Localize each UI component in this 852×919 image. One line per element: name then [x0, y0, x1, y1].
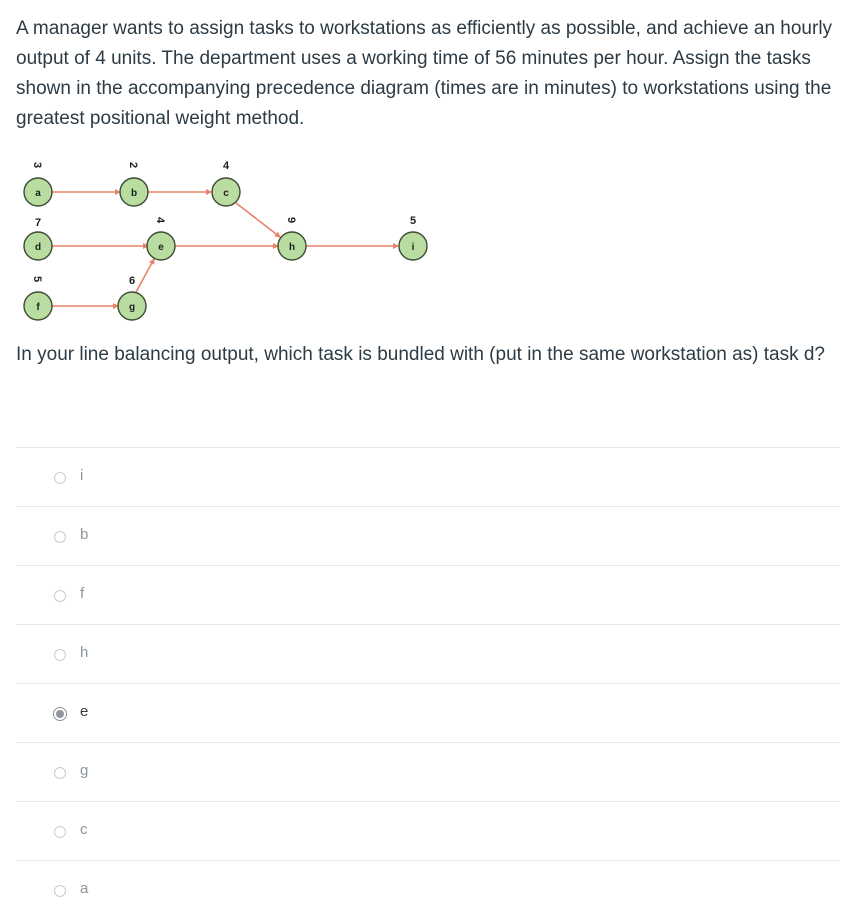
node-h-time: 9	[285, 216, 297, 224]
node-g-label: g	[128, 302, 136, 313]
node-b-time: 2	[127, 161, 139, 169]
node-e-time: 4	[154, 216, 166, 224]
edge-c-h	[236, 203, 280, 237]
answer-option[interactable]	[16, 801, 840, 860]
node-b-label: b	[130, 188, 138, 199]
answer-options	[16, 447, 840, 919]
answer-option[interactable]	[16, 447, 840, 506]
radio-button[interactable]	[54, 649, 66, 661]
question-prompt: In your line balancing output, which task is bundled with (put in the same workstation as) task d?	[16, 344, 825, 365]
node-f-label: f	[36, 302, 40, 313]
answer-label: a	[80, 880, 89, 897]
node-i-time: 5	[409, 215, 417, 227]
radio-button[interactable]	[54, 472, 66, 484]
radio-button[interactable]	[54, 590, 66, 602]
node-a-label: a	[35, 188, 41, 199]
node-g-time: 6	[128, 275, 136, 287]
radio-button[interactable]	[54, 767, 66, 779]
radio-button[interactable]	[53, 707, 67, 721]
answer-label: i	[80, 467, 84, 484]
node-d-time: 7	[34, 217, 42, 229]
node-a-time: 3	[31, 161, 43, 169]
precedence-diagram	[14, 155, 444, 330]
answer-option[interactable]	[16, 742, 840, 801]
answer-option[interactable]	[16, 506, 840, 565]
radio-button[interactable]	[54, 531, 66, 543]
answer-label: h	[80, 644, 89, 661]
node-c-time: 4	[222, 160, 230, 172]
answer-option[interactable]	[16, 860, 840, 919]
answer-label: f	[80, 585, 85, 602]
radio-button[interactable]	[54, 826, 66, 838]
answer-label: e	[80, 703, 89, 720]
node-c-label: c	[223, 188, 229, 199]
answer-label: g	[80, 762, 89, 779]
edge-g-e	[135, 259, 154, 294]
answer-label: b	[80, 526, 89, 543]
node-f-time: 5	[31, 275, 43, 283]
question-text: A manager wants to assign tasks to workstations as efficiently as possible, and achieve an hourly output of 4 units. The department uses a working time of 56 minutes per hour. Assign the tasks shown in the accompanying precedence diagram (times are in minutes) to workstations using the greatest positional weight method.	[16, 18, 833, 129]
node-i-label: i	[411, 242, 415, 253]
node-h-label: h	[288, 242, 296, 253]
node-e-label: e	[158, 242, 164, 253]
answer-label: c	[80, 821, 88, 838]
answer-option[interactable]	[16, 565, 840, 624]
answer-option[interactable]	[16, 683, 840, 742]
answer-option[interactable]	[16, 624, 840, 683]
node-d-label: d	[34, 242, 42, 253]
radio-button[interactable]	[54, 885, 66, 897]
